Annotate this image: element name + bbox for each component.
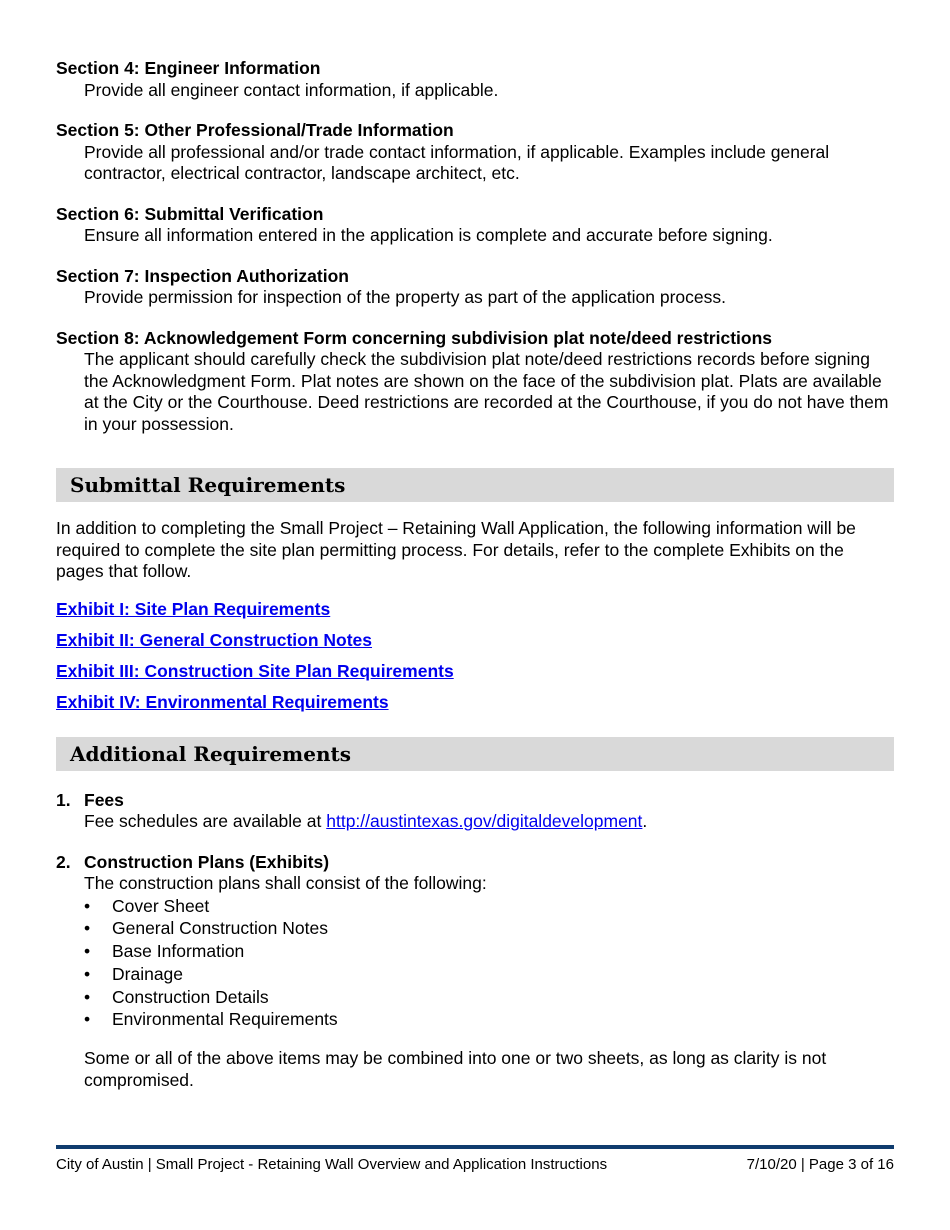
list-item [84,895,896,918]
list-item [84,963,896,986]
submittal-requirements-heading: Submittal Requirements [56,468,894,502]
item-title: Construction Plans (Exhibits) [84,851,330,872]
submittal-intro: In addition to completing the Small Project – Retaining Wall Application, the following information will be required to complete the site plan permitting process. For details, refer to the complete Exhibits on the pages that follow. [56,518,856,581]
bullet: • [84,963,91,984]
bullet: • [84,918,91,939]
plans-list [56,895,896,1032]
fees-text [84,811,896,833]
list-item-text: Base Information [112,941,245,962]
plans-intro: The construction plans shall consist of the following: [84,873,487,893]
bullet: • [84,986,91,1007]
section-title: Section 4: Engineer Information [56,58,321,78]
section-body: The applicant should carefully check the subdivision plat note/deed restrictions records before signing the Acknowledgment Form. Plat notes are shown on the face of the subdivision plat. Plats are available at the City or the Courthouse. Deed restrictions are recorded at the Courthouse, if you do not have them in your possession. [84,349,889,434]
item-number: 2. [56,851,71,872]
fees-text-before: Fee schedules are available at [84,811,327,831]
section-4 [56,58,896,101]
exhibit-4-link[interactable]: Exhibit IV: Environmental Requirements [56,691,389,712]
section-title: Section 5: Other Professional/Trade Information [56,120,454,140]
list-item-text: Drainage [112,963,184,984]
section-7 [56,266,896,309]
list-item-text: Construction Details [112,986,269,1007]
page-footer [56,1156,894,1174]
list-item [84,940,896,963]
construction-plans-item [56,852,896,895]
footer-page-info: 7/10/20 | Page 3 of 16 [746,1156,894,1173]
item-title: Fees [84,789,124,810]
list-item-text: Environmental Requirements [112,1009,338,1030]
exhibit-3-link[interactable]: Exhibit III: Construction Site Plan Requirements [56,660,454,681]
plans-note: Some or all of the above items may be combined into one or two sheets, as long as clarity is not compromised. [84,1048,827,1090]
fees-item [56,790,896,833]
section-title: Section 8: Acknowledgement Form concerning subdivision plat note/deed restrictions [56,327,772,348]
section-title: Section 6: Submittal Verification [56,203,324,224]
list-item [84,917,896,940]
bullet: • [84,895,91,916]
section-title: Section 7: Inspection Authorization [56,265,349,286]
exhibit-1-link[interactable]: Exhibit I: Site Plan Requirements [56,598,331,619]
footer-divider [56,1145,894,1149]
section-8 [56,328,896,436]
section-body: Ensure all information entered in the application is complete and accurate before signing. [84,225,773,245]
section-5 [56,120,896,185]
exhibit-links [56,598,896,713]
list-item [84,1008,896,1031]
list-item-text: General Construction Notes [112,918,328,939]
digital-development-link[interactable]: http://austintexas.gov/digitaldevelopment [326,811,643,831]
section-body: Provide all professional and/or trade contact information, if applicable. Examples include general contractor, electrical contractor, landscape architect, etc. [84,141,830,183]
bullet: • [84,941,91,962]
bullet: • [84,1009,91,1030]
fees-text-after: . [642,811,648,831]
list-item [84,986,896,1009]
section-body: Provide all engineer contact information, if applicable. [84,79,499,100]
list-item-text: Cover Sheet [112,895,210,916]
exhibit-2-link[interactable]: Exhibit II: General Construction Notes [56,629,373,650]
footer-title: City of Austin | Small Project - Retaining Wall Overview and Application Instructions [56,1156,608,1173]
section-6 [56,204,896,247]
section-body: Provide permission for inspection of the property as part of the application process. [84,287,727,307]
document-page [56,58,896,1091]
additional-requirements-heading: Additional Requirements [56,737,894,771]
item-number: 1. [56,789,71,810]
